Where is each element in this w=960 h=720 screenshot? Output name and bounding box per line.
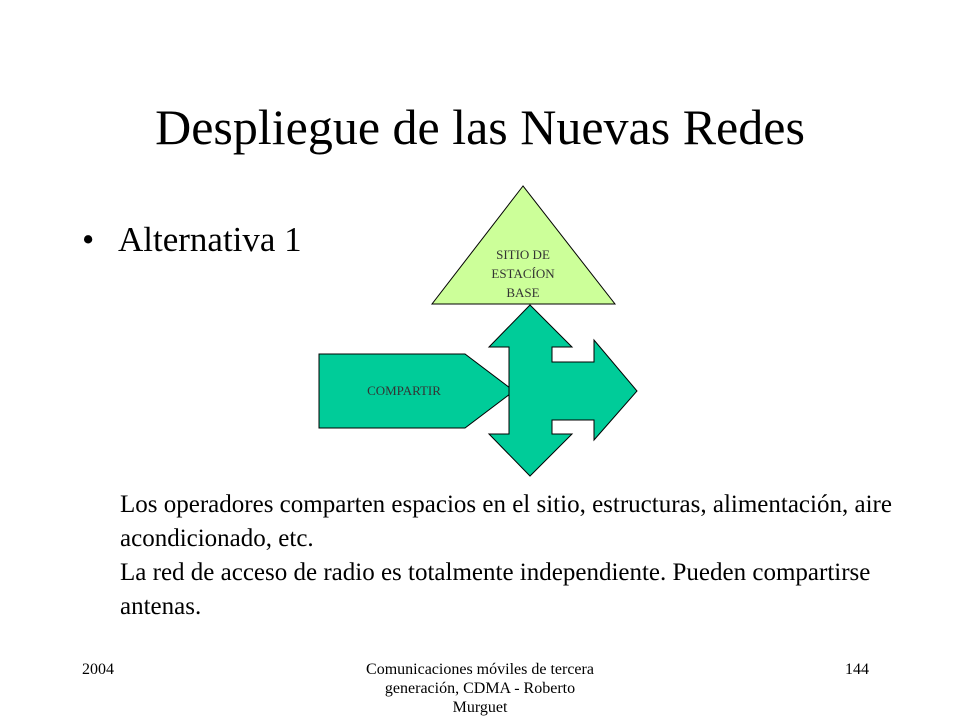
footer-course-line2: generación, CDMA - Roberto bbox=[384, 680, 576, 697]
base-station-label-line3: BASE bbox=[506, 285, 540, 300]
body-text bbox=[120, 488, 930, 624]
base-station-label-line2: ESTACÍON bbox=[491, 266, 555, 281]
footer-year: 2004 bbox=[82, 661, 114, 678]
footer-course-line3: Murguet bbox=[452, 699, 508, 716]
page-number: 144 bbox=[845, 661, 869, 678]
base-station-label-line1: SITIO DE bbox=[496, 247, 550, 262]
bullet-dot: • bbox=[82, 220, 95, 259]
compartir-label: COMPARTIR bbox=[367, 383, 441, 398]
three-way-arrow bbox=[489, 305, 637, 476]
slide-title: Despliegue de las Nuevas Redes bbox=[155, 99, 805, 155]
footer-course-title bbox=[300, 660, 660, 717]
footer-course-line1: Comunicaciones móviles de tercera bbox=[366, 661, 594, 678]
bullet-text: Alternativa 1 bbox=[118, 220, 302, 259]
paragraph-radio-network: La red de acceso de radio es totalmente independiente. Pueden compartirse antenas. bbox=[120, 559, 871, 620]
paragraph-sharing: Los operadores comparten espacios en el sitio, estructuras, alimentación, aire acondicionado, etc. bbox=[120, 491, 892, 552]
